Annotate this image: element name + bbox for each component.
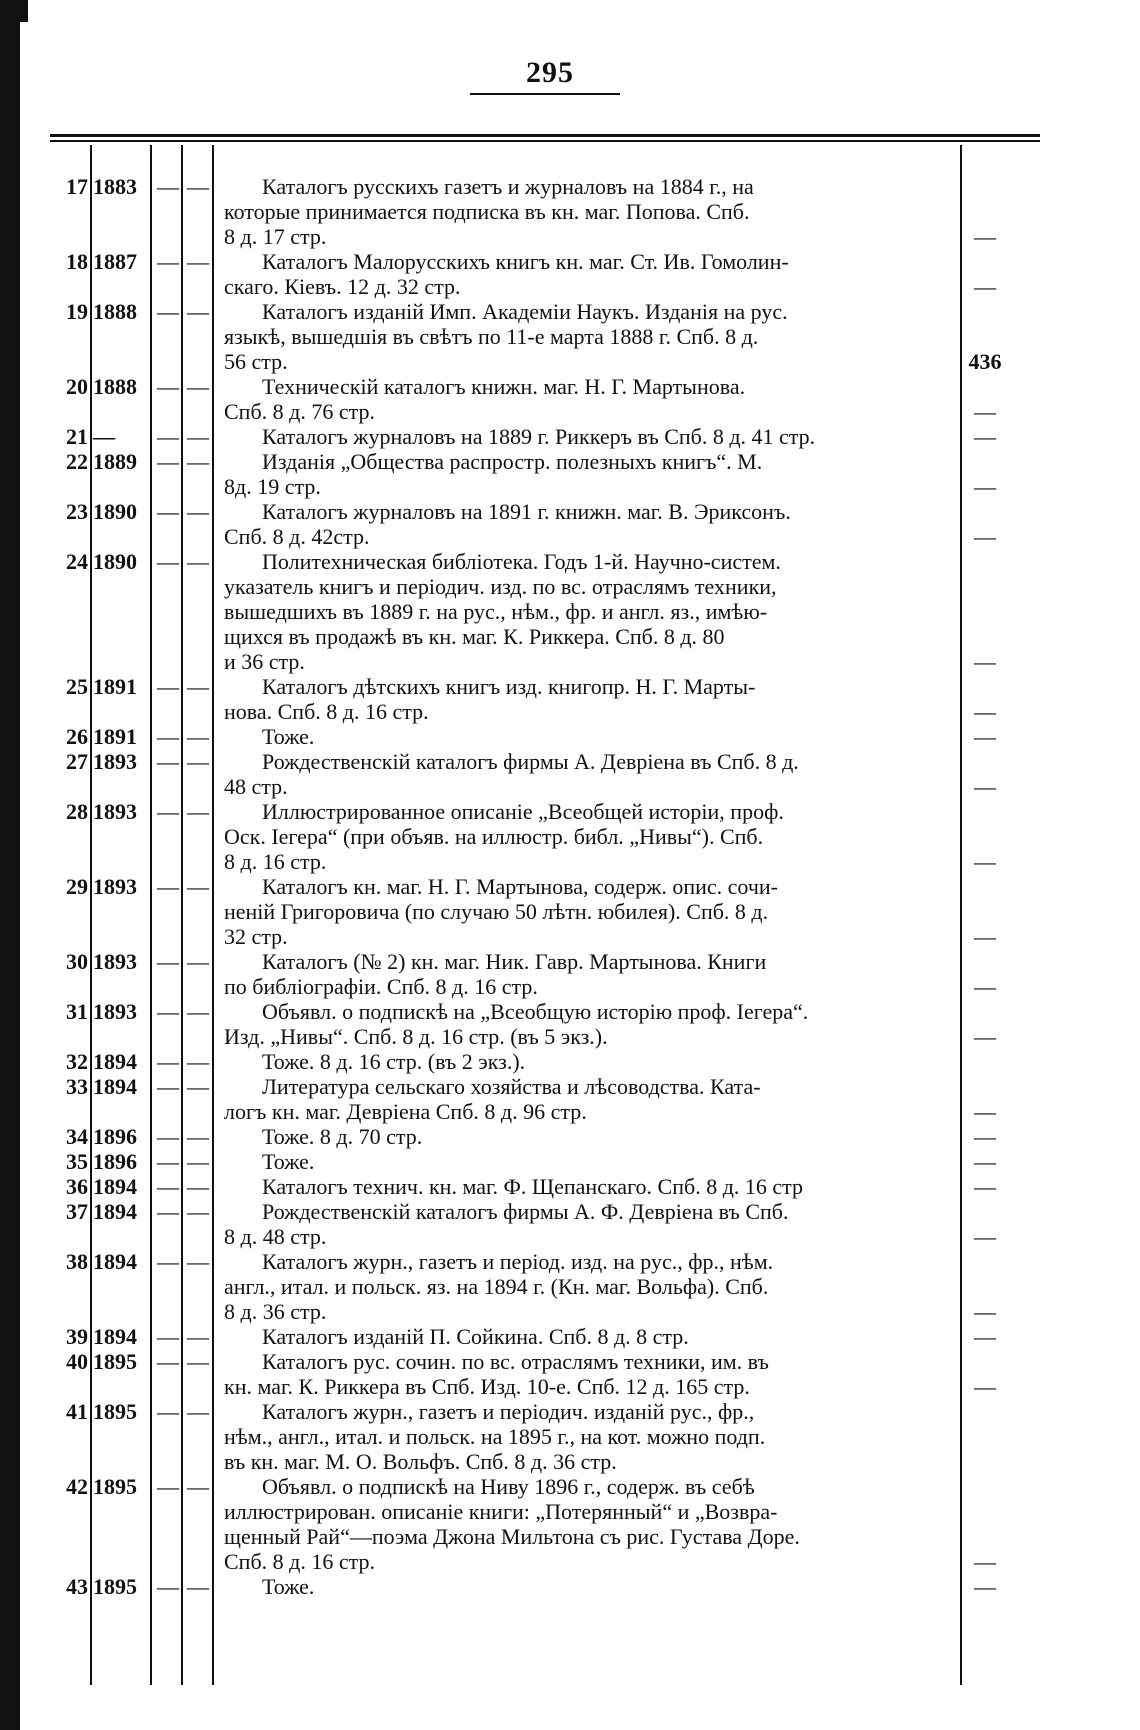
table-row [0, 674, 1140, 724]
description-line: Каталогъ журналовъ на 1891 г. книжн. маг. В. Эриксонъ. [262, 499, 791, 524]
entry-right-value: — [974, 699, 996, 724]
table-row [0, 1474, 1140, 1574]
entry-description [224, 174, 959, 249]
entry-dash-b: — [187, 1074, 209, 1099]
catalog-table [0, 174, 1140, 1599]
entry-year: 1894 [93, 1174, 137, 1199]
description-line: и 36 стр. [224, 649, 305, 674]
entry-description [224, 949, 959, 999]
entry-dash-b: — [187, 299, 209, 324]
entry-dash-b: — [187, 499, 209, 524]
entry-dash-b: — [187, 874, 209, 899]
entry-number: 17 [66, 174, 88, 199]
entry-year: 1894 [93, 1049, 137, 1074]
description-line: 8 д. 16 стр. [224, 849, 327, 874]
entry-number: 21 [66, 424, 88, 449]
entry-number: 22 [66, 449, 88, 474]
table-row [0, 174, 1140, 249]
entry-year: 1893 [93, 999, 137, 1024]
description-line: кн. маг. К. Риккера въ Спб. Изд. 10-е. Спб. 12 д. 165 стр. [224, 1374, 750, 1399]
entry-right-value: — [974, 849, 996, 874]
description-line: указатель книгъ и періодич. изд. по вс. отраслямъ техники, [224, 574, 777, 599]
entry-dash-b: — [187, 799, 209, 824]
top-rule [50, 134, 1040, 137]
entry-dash-a: — [157, 549, 179, 574]
description-line: нѣм., англ., итал. и польск. на 1895 г., на кот. можно подп. [224, 1424, 766, 1449]
entry-right-value: — [974, 1374, 996, 1399]
entry-number: 40 [66, 1349, 88, 1374]
entry-right-value: 436 [968, 349, 1002, 374]
description-line: въ кн. маг. М. О. Вольфъ. Спб. 8 д. 36 стр. [224, 1449, 617, 1474]
entry-dash-b: — [187, 1249, 209, 1274]
table-row [0, 874, 1140, 949]
description-line: которые принимается подписка въ кн. маг. Попова. Спб. [224, 199, 750, 224]
entry-dash-a: — [157, 1149, 179, 1174]
entry-year: 1895 [93, 1474, 137, 1499]
description-line: Каталогъ технич. кн. маг. Ф. Щепанскаго. Спб. 8 д. 16 стр [262, 1174, 804, 1199]
entry-dash-a: — [157, 174, 179, 199]
entry-year: 1895 [93, 1399, 137, 1424]
entry-dash-a: — [157, 1574, 179, 1599]
entry-number: 43 [66, 1574, 88, 1599]
entry-right-value: — [974, 1224, 996, 1249]
description-line: Техническій каталогъ книжн. маг. Н. Г. Мартынова. [262, 374, 746, 399]
description-line: Политехническая библіотека. Годъ 1-й. Научно-систем. [262, 549, 781, 574]
description-line: Изданія „Общества распростр. полезныхъ книгъ“. М. [262, 449, 763, 474]
entry-dash-b: — [187, 1349, 209, 1374]
entry-number: 27 [66, 749, 88, 774]
entry-dash-b: — [187, 1474, 209, 1499]
entry-dash-a: — [157, 449, 179, 474]
entry-number: 33 [66, 1074, 88, 1099]
entry-number: 24 [66, 549, 88, 574]
entry-description [224, 299, 959, 374]
entry-year: 1887 [93, 249, 137, 274]
entry-description [224, 1574, 959, 1599]
description-line: Каталогъ русскихъ газетъ и журналовъ на 1884 г., на [262, 174, 754, 199]
entry-description [224, 1074, 959, 1124]
description-line: Каталогъ изданій П. Сойкина. Спб. 8 д. 8 стр. [262, 1324, 689, 1349]
entry-dash-a: — [157, 1074, 179, 1099]
table-row [0, 1124, 1140, 1149]
entry-year: 1894 [93, 1249, 137, 1274]
description-line: Каталогъ кн. маг. Н. Г. Мартынова, содерж. опис. сочи- [262, 874, 778, 899]
table-row [0, 1399, 1140, 1474]
entry-dash-b: — [187, 749, 209, 774]
description-line: Каталогъ Малорусскихъ книгъ кн. маг. Ст. Ив. Гомолин- [262, 249, 789, 274]
entry-dash-a: — [157, 249, 179, 274]
entry-dash-b: — [187, 724, 209, 749]
table-row [0, 1249, 1140, 1324]
description-line: Рождественскій каталогъ фирмы А. Девріена въ Спб. 8 д. [262, 749, 799, 774]
entry-description [224, 449, 959, 499]
table-row [0, 799, 1140, 874]
entry-number: 32 [66, 1049, 88, 1074]
table-row [0, 999, 1140, 1049]
table-row [0, 499, 1140, 549]
entry-dash-b: — [187, 999, 209, 1024]
description-line: Спб. 8 д. 76 стр. [224, 399, 375, 424]
entry-number: 35 [66, 1149, 88, 1174]
entry-right-value: — [974, 424, 996, 449]
entry-description [224, 249, 959, 299]
entry-number: 39 [66, 1324, 88, 1349]
entry-description [224, 1049, 959, 1074]
description-line: Тоже. [262, 1149, 315, 1174]
top-rule-secondary [50, 140, 1040, 142]
entry-dash-b: — [187, 374, 209, 399]
entry-dash-b: — [187, 1324, 209, 1349]
entry-year: 1883 [93, 174, 137, 199]
entry-year: 1890 [93, 549, 137, 574]
entry-right-value: — [974, 774, 996, 799]
entry-dash-a: — [157, 1124, 179, 1149]
entry-number: 19 [66, 299, 88, 324]
table-row [0, 749, 1140, 799]
entry-year: 1893 [93, 799, 137, 824]
description-line: Тоже. 8 д. 16 стр. (въ 2 экз.). [262, 1049, 526, 1074]
entry-dash-a: — [157, 1199, 179, 1224]
entry-description [224, 1349, 959, 1399]
entry-number: 37 [66, 1199, 88, 1224]
table-row [0, 1174, 1140, 1199]
entry-right-value: — [974, 924, 996, 949]
entry-dash-b: — [187, 1174, 209, 1199]
entry-dash-a: — [157, 1324, 179, 1349]
entry-dash-a: — [157, 799, 179, 824]
entry-number: 34 [66, 1124, 88, 1149]
entry-right-value: — [974, 1099, 996, 1124]
table-row [0, 424, 1140, 449]
entry-description [224, 549, 959, 674]
entry-year: 1893 [93, 949, 137, 974]
description-line: англ., итал. и польск. яз. на 1894 г. (Кн. маг. Вольфа). Спб. [224, 1274, 769, 1299]
description-line: иллюстрирован. описаніе книги: „Потерянный“ и „Возвра- [224, 1499, 778, 1524]
entry-dash-b: — [187, 1124, 209, 1149]
entry-dash-a: — [157, 499, 179, 524]
description-line: по библіографіи. Спб. 8 д. 16 стр. [224, 974, 538, 999]
entry-dash-b: — [187, 1199, 209, 1224]
entry-dash-a: — [157, 1049, 179, 1074]
description-line: Литература сельскаго хозяйства и лѣсоводства. Ката- [262, 1074, 761, 1099]
entry-dash-a: — [157, 874, 179, 899]
description-line: щенный Рай“—поэма Джона Мильтона съ рис. Густава Доре. [224, 1524, 800, 1549]
table-row [0, 1349, 1140, 1399]
entry-number: 25 [66, 674, 88, 699]
table-row [0, 1149, 1140, 1174]
table-row [0, 1574, 1140, 1599]
entry-right-value: — [974, 1574, 996, 1599]
entry-dash-b: — [187, 449, 209, 474]
entry-year: 1896 [93, 1124, 137, 1149]
description-line: Каталогъ журналовъ на 1889 г. Риккеръ въ Спб. 8 д. 41 стр. [262, 424, 816, 449]
description-line: скаго. Кіевъ. 12 д. 32 стр. [224, 274, 461, 299]
entry-dash-a: — [157, 424, 179, 449]
table-row [0, 1199, 1140, 1249]
entry-right-value: — [974, 1024, 996, 1049]
entry-year: — [93, 424, 115, 449]
description-line: вышедшихъ въ 1889 г. на рус., нѣм., фр. и англ. яз., имѣю- [224, 599, 768, 624]
description-line: языкѣ, вышедшія въ свѣтъ по 11-е марта 1888 г. Спб. 8 д. [224, 324, 759, 349]
description-line: Каталогъ (№ 2) кн. маг. Ник. Гавр. Мартынова. Книги [262, 949, 767, 974]
entry-description [224, 374, 959, 424]
entry-dash-a: — [157, 1349, 179, 1374]
entry-year: 1895 [93, 1349, 137, 1374]
entry-right-value: — [974, 974, 996, 999]
entry-description [224, 1149, 959, 1174]
page-number: 295 [526, 56, 574, 89]
description-line: нова. Спб. 8 д. 16 стр. [224, 699, 429, 724]
entry-year: 1894 [93, 1324, 137, 1349]
entry-right-value: — [974, 399, 996, 424]
entry-right-value: — [974, 1299, 996, 1324]
entry-right-value: — [974, 724, 996, 749]
description-line: Тоже. [262, 724, 315, 749]
entry-description [224, 799, 959, 874]
entry-right-value: — [974, 1149, 996, 1174]
description-line: Каталогъ рус. сочин. по вс. отраслямъ техники, им. въ [262, 1349, 769, 1374]
description-line: 8 д. 48 стр. [224, 1224, 327, 1249]
entry-description [224, 749, 959, 799]
entry-year: 1890 [93, 499, 137, 524]
description-line: Каталогъ дѣтскихъ книгъ изд. книгопр. Н. Г. Марты- [262, 674, 756, 699]
description-line: Рождественскій каталогъ фирмы А. Ф. Девріена въ Спб. [262, 1199, 789, 1224]
entry-description [224, 674, 959, 724]
entry-year: 1888 [93, 299, 137, 324]
entry-dash-b: — [187, 1574, 209, 1599]
entry-description [224, 724, 959, 749]
description-line: 8 д. 36 стр. [224, 1299, 327, 1324]
description-line: 8д. 19 стр. [224, 474, 321, 499]
description-line: Объявл. о подпискѣ на Ниву 1896 г., содерж. въ себѣ [262, 1474, 755, 1499]
entry-dash-a: — [157, 1399, 179, 1424]
entry-number: 36 [66, 1174, 88, 1199]
table-row [0, 949, 1140, 999]
description-line: щихся въ продажѣ въ кн. маг. К. Риккера. Спб. 8 д. 80 [224, 624, 725, 649]
entry-right-value: — [974, 1324, 996, 1349]
entry-dash-a: — [157, 724, 179, 749]
entry-year: 1889 [93, 449, 137, 474]
description-line: Изд. „Нивы“. Спб. 8 д. 16 стр. (въ 5 экз.). [224, 1024, 608, 1049]
description-line: 32 стр. [224, 924, 288, 949]
entry-year: 1893 [93, 749, 137, 774]
description-line: Спб. 8 д. 42стр. [224, 524, 370, 549]
entry-dash-a: — [157, 999, 179, 1024]
table-row [0, 374, 1140, 424]
entry-number: 30 [66, 949, 88, 974]
entry-dash-a: — [157, 674, 179, 699]
description-line: Объявл. о подпискѣ на „Всеобщую исторію проф. Іегера“. [262, 999, 809, 1024]
entry-number: 20 [66, 374, 88, 399]
entry-number: 41 [66, 1399, 88, 1424]
description-line: неній Григоровича (по случаю 50 лѣтн. юбилея). Спб. 8 д. [224, 899, 769, 924]
entry-dash-b: — [187, 424, 209, 449]
entry-description [224, 1249, 959, 1324]
entry-right-value: — [974, 474, 996, 499]
entry-year: 1891 [93, 724, 137, 749]
table-row [0, 1074, 1140, 1124]
entry-right-value: — [974, 1174, 996, 1199]
entry-year: 1894 [93, 1074, 137, 1099]
entry-number: 42 [66, 1474, 88, 1499]
entry-description [224, 1324, 959, 1349]
entry-number: 18 [66, 249, 88, 274]
entry-right-value: — [974, 649, 996, 674]
entry-dash-a: — [157, 1174, 179, 1199]
description-line: Оск. Іегера“ (при объяв. на иллюстр. библ. „Нивы“). Спб. [224, 824, 764, 849]
description-line: 8 д. 17 стр. [224, 224, 327, 249]
entry-description [224, 1124, 959, 1149]
entry-description [224, 1399, 959, 1474]
entry-number: 26 [66, 724, 88, 749]
entry-number: 29 [66, 874, 88, 899]
entry-year: 1894 [93, 1199, 137, 1224]
entry-description [224, 999, 959, 1049]
entry-dash-a: — [157, 1474, 179, 1499]
entry-dash-b: — [187, 174, 209, 199]
description-line: Спб. 8 д. 16 стр. [224, 1549, 375, 1574]
description-line: 48 стр. [224, 774, 288, 799]
table-row [0, 724, 1140, 749]
entry-number: 38 [66, 1249, 88, 1274]
scan-edge-notch [20, 0, 28, 22]
table-row [0, 449, 1140, 499]
entry-description [224, 874, 959, 949]
entry-right-value: — [974, 274, 996, 299]
description-line: Каталогъ журн., газетъ и період. изд. на рус., фр., нѣм. [262, 1249, 774, 1274]
entry-dash-b: — [187, 249, 209, 274]
entry-right-value: — [974, 1549, 996, 1574]
entry-description [224, 1199, 959, 1249]
table-row [0, 249, 1140, 299]
table-row [0, 299, 1140, 374]
entry-dash-a: — [157, 949, 179, 974]
entry-right-value: — [974, 224, 996, 249]
description-line: 56 стр. [224, 349, 288, 374]
entry-year: 1891 [93, 674, 137, 699]
entry-description [224, 424, 959, 449]
description-line: Тоже. 8 д. 70 стр. [262, 1124, 423, 1149]
entry-year: 1888 [93, 374, 137, 399]
description-line: логъ кн. маг. Девріена Спб. 8 д. 96 стр. [224, 1099, 587, 1124]
entry-description [224, 1174, 959, 1199]
entry-number: 28 [66, 799, 88, 824]
entry-year: 1895 [93, 1574, 137, 1599]
entry-dash-a: — [157, 1249, 179, 1274]
description-line: Тоже. [262, 1574, 315, 1599]
entry-year: 1896 [93, 1149, 137, 1174]
entry-dash-b: — [187, 674, 209, 699]
page-number-underline [470, 93, 620, 95]
table-row [0, 1049, 1140, 1074]
table-row [0, 1324, 1140, 1349]
entry-dash-a: — [157, 374, 179, 399]
entry-description [224, 499, 959, 549]
description-line: Каталогъ журн., газетъ и періодич. изданій рус., фр., [262, 1399, 755, 1424]
description-line: Каталогъ изданій Имп. Академіи Наукъ. Изданія на рус. [262, 299, 788, 324]
entry-dash-b: — [187, 549, 209, 574]
entry-number: 23 [66, 499, 88, 524]
description-line: Иллюстрированное описаніе „Всеобщей исторіи, проф. [262, 799, 784, 824]
entry-right-value: — [974, 1124, 996, 1149]
entry-year: 1893 [93, 874, 137, 899]
entry-dash-b: — [187, 949, 209, 974]
table-row [0, 549, 1140, 674]
entry-description [224, 1474, 959, 1574]
entry-dash-a: — [157, 749, 179, 774]
entry-right-value: — [974, 524, 996, 549]
entry-dash-b: — [187, 1049, 209, 1074]
entry-dash-a: — [157, 299, 179, 324]
entry-dash-b: — [187, 1399, 209, 1424]
entry-dash-b: — [187, 1149, 209, 1174]
entry-number: 31 [66, 999, 88, 1024]
